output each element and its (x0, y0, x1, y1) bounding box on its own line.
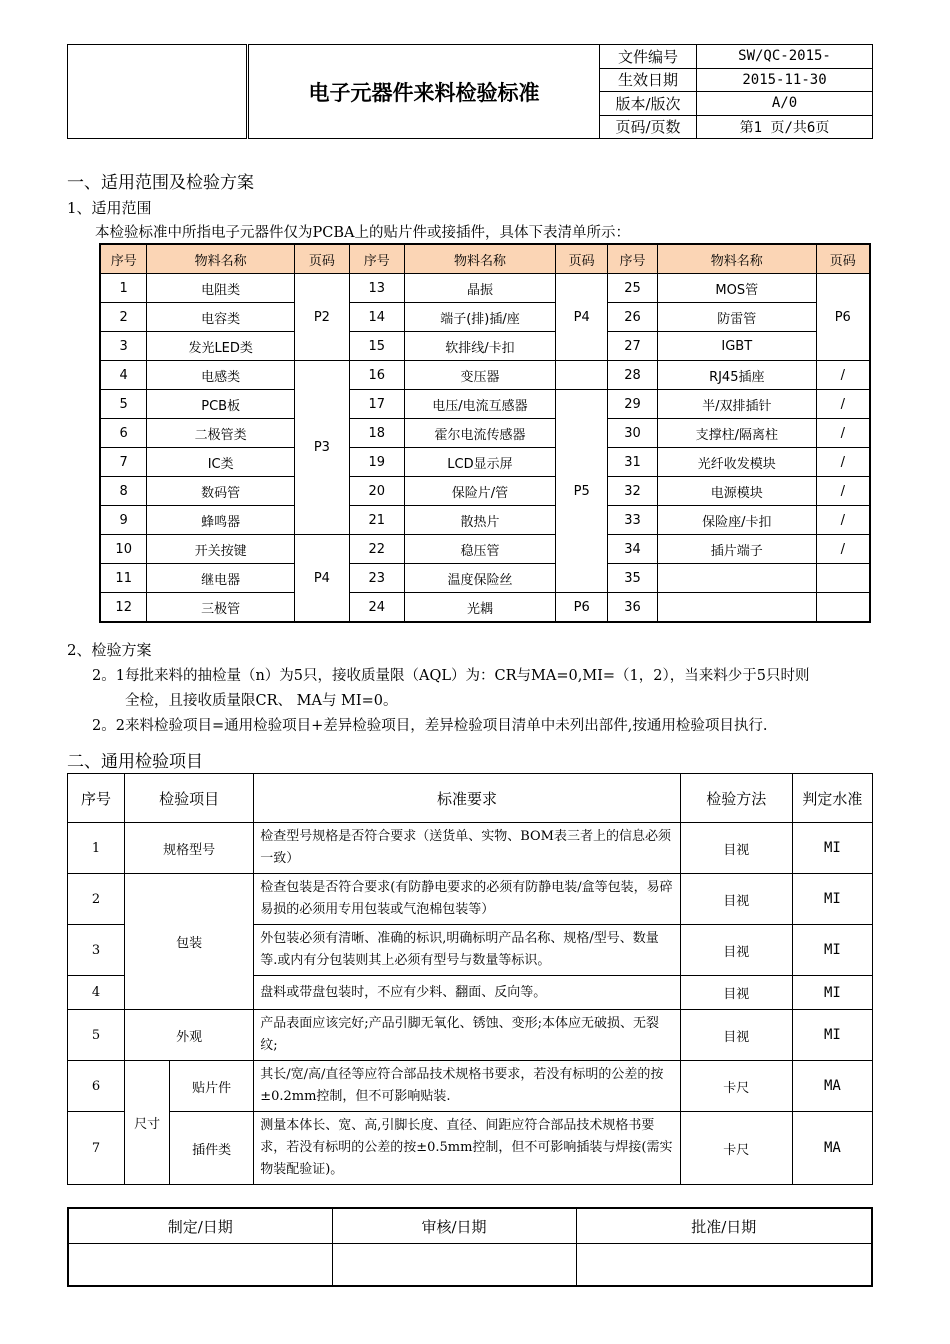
material-page: P5 (556, 390, 608, 593)
header-page: 页码 (816, 244, 870, 274)
material-page: / (816, 448, 870, 477)
materials-row (100, 390, 870, 419)
material-no: 15 (349, 332, 404, 361)
row-result: MA (792, 1112, 872, 1185)
header-key: 版本/版次 (600, 92, 697, 116)
material-no: 18 (349, 419, 404, 448)
material-no: 16 (349, 361, 404, 390)
material-no: 9 (100, 506, 147, 535)
material-page: P6 (816, 274, 870, 361)
header-req: 标准要求 (254, 774, 681, 823)
material-name: 光纤收发模块 (658, 448, 817, 477)
material-name: 电源模块 (658, 477, 817, 506)
approved-by-label: 批准/日期 (576, 1208, 872, 1244)
material-page: P6 (556, 593, 608, 623)
material-no: 5 (100, 390, 147, 419)
materials-row (100, 477, 870, 506)
material-no: 25 (608, 274, 658, 303)
row-req: 检查包装是否符合要求(有防静电要求的必须有防静电装/盒等包装，易碎易损的必须用专用包装或气泡棉包装等） (254, 874, 681, 925)
material-page: P3 (294, 361, 349, 535)
row-req: 外包装必须有清晰、准确的标识,明确标明产品名称、规格/型号、数量等.或内有分包装则其上必须有型号与数量等标识。 (254, 925, 681, 976)
material-page: / (816, 535, 870, 564)
row-method: 目视 (680, 925, 792, 976)
material-name: 电感类 (147, 361, 295, 390)
material-name: 电阻类 (147, 274, 295, 303)
material-name: 温度保险丝 (404, 564, 556, 593)
materials-row (100, 564, 870, 593)
row-no: 4 (68, 976, 125, 1010)
header-key: 页码/页数 (600, 115, 697, 139)
header-page: 页码 (294, 244, 349, 274)
material-no: 35 (608, 564, 658, 593)
made-by-field[interactable] (68, 1244, 332, 1287)
approved-by-field[interactable] (576, 1244, 872, 1287)
row-no: 3 (68, 925, 125, 976)
material-no: 23 (349, 564, 404, 593)
material-page: P4 (556, 274, 608, 361)
materials-header-row (100, 244, 870, 274)
material-no: 19 (349, 448, 404, 477)
material-no: 34 (608, 535, 658, 564)
row-method: 卡尺 (680, 1061, 792, 1112)
material-name: 插片端子 (658, 535, 817, 564)
material-no: 21 (349, 506, 404, 535)
logo-area (68, 45, 248, 139)
header-method: 检验方法 (680, 774, 792, 823)
materials-row (100, 506, 870, 535)
row-req: 其长/宽/高/直径等应符合部品技术规格书要求，若没有标明的公差的按±0.2mm控制，但不可影响贴装. (254, 1061, 681, 1112)
material-name: 蜂鸣器 (147, 506, 295, 535)
material-no: 12 (100, 593, 147, 623)
header-no: 序号 (68, 774, 125, 823)
reviewed-by-label: 审核/日期 (332, 1208, 576, 1244)
material-name: RJ45插座 (658, 361, 817, 390)
plan-paragraph-2: 2。2来料检验项目=通用检验项目+差异检验项目，差异检验项目清单中未列出部件,按通用检验项目执行. (92, 718, 768, 734)
material-no: 27 (608, 332, 658, 361)
material-no: 26 (608, 303, 658, 332)
material-name: 光耦 (404, 593, 556, 623)
header-value: 2015-11-30 (697, 68, 873, 92)
material-page: / (816, 477, 870, 506)
material-no: 33 (608, 506, 658, 535)
header-key: 文件编号 (600, 45, 697, 69)
header-no: 序号 (608, 244, 658, 274)
material-name: 端子(排)插/座 (404, 303, 556, 332)
material-no: 1 (100, 274, 147, 303)
row-no: 5 (68, 1010, 125, 1061)
material-name: IC类 (147, 448, 295, 477)
material-page (556, 361, 608, 390)
section1-title: 一、适用范围及检验方案 (67, 173, 254, 193)
material-no: 7 (100, 448, 147, 477)
scope-text: 本检验标准中所指电子元器件仅为PCBA上的贴片件或接插件，具体下表清单所示： (95, 225, 630, 241)
material-name: 保险座/卡扣 (658, 506, 817, 535)
row-result: MA (792, 1061, 872, 1112)
row-req: 产品表面应该完好;产品引脚无氧化、锈蚀、变形;本体应无破损、无裂纹; (254, 1010, 681, 1061)
material-page: / (816, 419, 870, 448)
header-value: A/0 (697, 92, 873, 116)
row-method: 卡尺 (680, 1112, 792, 1185)
plan-paragraph-1: 2。1每批来料的抽检量（n）为5只，接收质量限（AQL）为：CR与MA=0,MI=（1，2），当来料少于5只时则 (92, 668, 810, 684)
material-page: P4 (294, 535, 349, 623)
material-no: 31 (608, 448, 658, 477)
material-page: / (816, 506, 870, 535)
materials-row (100, 593, 870, 623)
row-result: MI (792, 925, 872, 976)
plan-paragraph-1-cont: 全检，且接收质量限CR、 MA与 MI=0。 (125, 693, 398, 709)
materials-row (100, 419, 870, 448)
header-name: 物料名称 (658, 244, 817, 274)
material-name: 数码管 (147, 477, 295, 506)
materials-table (99, 243, 871, 623)
header-value: SW/QC-2015- (697, 45, 873, 69)
row-no: 1 (68, 823, 125, 874)
header-result: 判定水准 (792, 774, 872, 823)
document-header (67, 44, 873, 139)
material-name: PCB板 (147, 390, 295, 419)
material-name: 软排线/卡扣 (404, 332, 556, 361)
material-name: 霍尔电流传感器 (404, 419, 556, 448)
material-no: 29 (608, 390, 658, 419)
materials-row (100, 361, 870, 390)
material-no: 24 (349, 593, 404, 623)
row-method: 目视 (680, 823, 792, 874)
material-no: 14 (349, 303, 404, 332)
row-item: 规格型号 (125, 823, 254, 874)
signature-table (67, 1207, 873, 1287)
material-no: 2 (100, 303, 147, 332)
material-name: 电压/电流互感器 (404, 390, 556, 419)
row-no: 7 (68, 1112, 125, 1185)
material-name: 半/双排插针 (658, 390, 817, 419)
material-no: 13 (349, 274, 404, 303)
header-name: 物料名称 (147, 244, 295, 274)
material-no: 4 (100, 361, 147, 390)
material-name: 发光LED类 (147, 332, 295, 361)
material-no: 17 (349, 390, 404, 419)
materials-row (100, 535, 870, 564)
group-package: 包装 (125, 874, 254, 1010)
material-name: MOS管 (658, 274, 817, 303)
row-result: MI (792, 823, 872, 874)
inspection-table (67, 773, 873, 1185)
material-name (658, 564, 817, 593)
row-sub-item: 插件类 (170, 1112, 254, 1185)
material-page: P2 (294, 274, 349, 361)
group-size: 尺寸 (125, 1061, 170, 1185)
header-item: 检验项目 (125, 774, 254, 823)
row-method: 目视 (680, 874, 792, 925)
header-page: 页码 (556, 244, 608, 274)
material-name: LCD显示屏 (404, 448, 556, 477)
material-name: 晶振 (404, 274, 556, 303)
row-req: 测量本体长、宽、高,引脚长度、直径、间距应符合部品技术规格书要求，若没有标明的公差的按±0.5mm控制，但不可影响插装与焊接(需实物装配验证)。 (254, 1112, 681, 1185)
material-name: 稳压管 (404, 535, 556, 564)
row-result: MI (792, 1010, 872, 1061)
header-no: 序号 (100, 244, 147, 274)
materials-row (100, 274, 870, 303)
material-no: 20 (349, 477, 404, 506)
row-req: 检查型号规格是否符合要求（送货单、实物、BOM表三者上的信息必须一致） (254, 823, 681, 874)
materials-row (100, 332, 870, 361)
row-result: MI (792, 874, 872, 925)
material-no: 8 (100, 477, 147, 506)
row-no: 6 (68, 1061, 125, 1112)
header-name: 物料名称 (404, 244, 556, 274)
scope-title: 1、适用范围 (67, 199, 152, 217)
material-no: 10 (100, 535, 147, 564)
material-no: 22 (349, 535, 404, 564)
row-result: MI (792, 976, 872, 1010)
material-no: 11 (100, 564, 147, 593)
row-no: 2 (68, 874, 125, 925)
row-method: 目视 (680, 1010, 792, 1061)
document-title: 电子元器件来料检验标准 (248, 45, 600, 139)
material-no: 32 (608, 477, 658, 506)
material-no: 3 (100, 332, 147, 361)
material-page: / (816, 390, 870, 419)
material-name: 散热片 (404, 506, 556, 535)
material-page (816, 564, 870, 593)
section2-title: 二、通用检验项目 (67, 752, 203, 772)
material-page: / (816, 361, 870, 390)
row-method: 目视 (680, 976, 792, 1010)
material-no: 28 (608, 361, 658, 390)
row-item: 外观 (125, 1010, 254, 1061)
material-name: 保险片/管 (404, 477, 556, 506)
material-name: 开关按键 (147, 535, 295, 564)
material-name: 电容类 (147, 303, 295, 332)
header-key: 生效日期 (600, 68, 697, 92)
row-req: 盘料或带盘包装时，不应有少料、翻面、反向等。 (254, 976, 681, 1010)
material-no: 30 (608, 419, 658, 448)
materials-row (100, 303, 870, 332)
material-name: 变压器 (404, 361, 556, 390)
header-value: 第1 页/共6页 (697, 115, 873, 139)
material-no: 36 (608, 593, 658, 623)
material-name (658, 593, 817, 623)
material-name: IGBT (658, 332, 817, 361)
materials-row (100, 448, 870, 477)
material-name: 三极管 (147, 593, 295, 623)
material-no: 6 (100, 419, 147, 448)
row-sub-item: 贴片件 (170, 1061, 254, 1112)
made-by-label: 制定/日期 (68, 1208, 332, 1244)
plan-title: 2、检验方案 (67, 641, 152, 659)
material-name: 支撑柱/隔离柱 (658, 419, 817, 448)
material-name: 防雷管 (658, 303, 817, 332)
material-name: 继电器 (147, 564, 295, 593)
reviewed-by-field[interactable] (332, 1244, 576, 1287)
header-no: 序号 (349, 244, 404, 274)
material-page (816, 593, 870, 623)
material-name: 二极管类 (147, 419, 295, 448)
